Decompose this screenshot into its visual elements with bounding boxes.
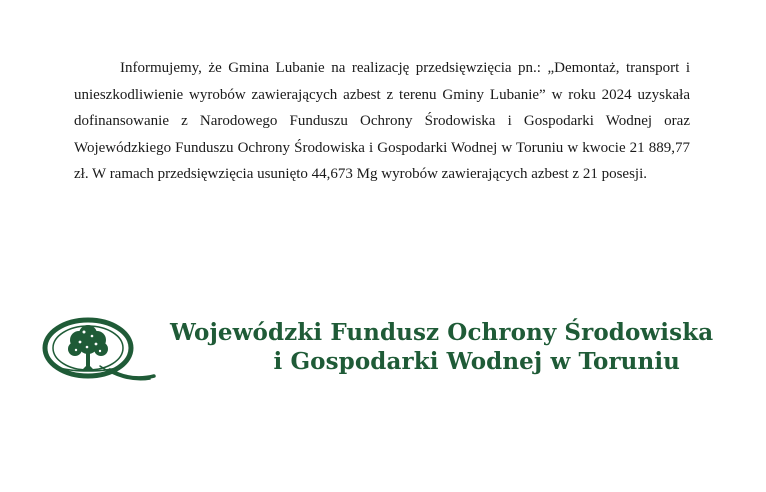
announcement-text: Informujemy, że Gmina Lubanie na realizację przedsięwzięcia pn.: „Demontaż, transport i unieszkodliwienie wyrobów zawierających azbest z terenu Gminy Lubanie” w roku 2024 uzyskała dofinansowanie z Narodowego Funduszu Ochrony Środowiska i Gospodarki Wodnej oraz Wojewódzkiego Funduszu Ochrony Środowiska i Gospodarki Wodnej w Toruniu w kwocie 21 889,77 zł. W ramach przedsięwzięcia usunięto 44,673 Mg wyrobów zawierających azbest z 21 posesji. — [74, 60, 690, 182]
organization-name — [170, 318, 714, 376]
organization-name-line-1: Wojewódzki Fundusz Ochrony Środowiska — [170, 319, 714, 346]
wfosigw-tree-logo-icon — [40, 316, 156, 382]
organization-name-line-2: i Gospodarki Wodnej w Toruniu — [273, 348, 680, 375]
